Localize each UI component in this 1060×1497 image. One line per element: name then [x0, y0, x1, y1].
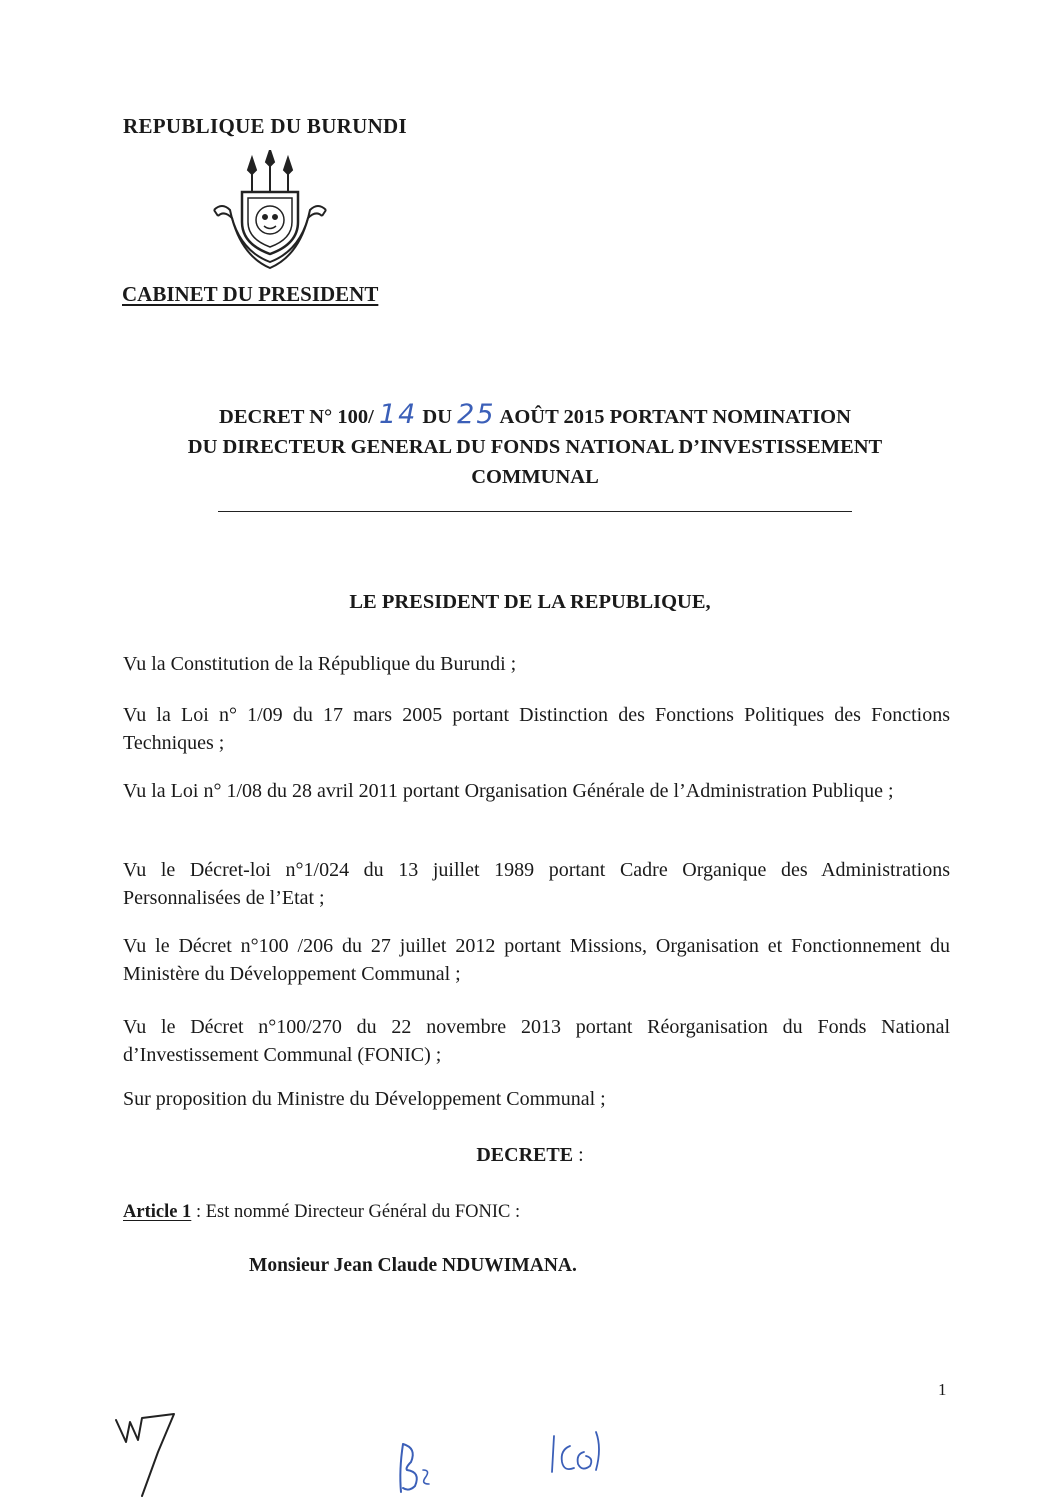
article-1-label: Article 1: [123, 1202, 192, 1222]
title-line2: DU DIRECTEUR GENERAL DU FONDS NATIONAL D’INVESTISSEMENT: [187, 436, 883, 458]
nominee-name: Monsieur Jean Claude NDUWIMANA.: [249, 1255, 577, 1276]
decrete-heading: [0, 1144, 1060, 1167]
office-heading: CABINET DU PRESIDENT: [122, 282, 379, 306]
consideration-5: Vu le Décret n°100 /206 du 27 juillet 2012 portant Missions, Organisation et Fonctionnement du Ministère du Développement Communal ;: [123, 935, 950, 985]
decree-title: [110, 400, 960, 492]
consideration-2: Vu la Loi n° 1/09 du 17 mars 2005 portant Distinction des Fonctions Politiques des Fonctions Techniques ;: [123, 704, 950, 754]
title-du: DU: [422, 406, 453, 428]
title-divider: [218, 511, 852, 512]
handwritten-day: 25: [457, 399, 496, 430]
consideration-1: Vu la Constitution de la République du Burundi ;: [123, 653, 517, 675]
title-line3: COMMUNAL: [471, 466, 599, 488]
country-heading: REPUBLIQUE DU BURUNDI: [123, 114, 407, 138]
initials-signature-1: [112, 1412, 182, 1497]
burundi-coat-of-arms-icon: [208, 150, 332, 276]
consideration-6: Vu le Décret n°100/270 du 22 novembre 2013 portant Réorganisation du Fonds National d’Investissement Communal (FONIC) ;: [123, 1016, 950, 1066]
consideration-4: Vu le Décret-loi n°1/024 du 13 juillet 1989 portant Cadre Organique des Administrations Personnalisées de l’Etat ;: [123, 859, 950, 909]
decrete-label: DECRETE: [476, 1144, 574, 1166]
consideration-3: Vu la Loi n° 1/08 du 28 avril 2011 portant Organisation Générale de l’Administration Publique ;: [123, 780, 894, 802]
article-1-text: : Est nommé Directeur Général du FONIC :: [191, 1202, 521, 1222]
handwritten-decree-number: 14: [378, 399, 418, 430]
article-1: [123, 1202, 520, 1223]
title-rest-line1: AOÛT 2015 PORTANT NOMINATION: [499, 406, 851, 428]
initials-signature-3: [548, 1428, 608, 1478]
page-number: 1: [938, 1380, 947, 1399]
title-prefix: DECRET N° 100/: [219, 406, 374, 428]
president-heading: LE PRESIDENT DE LA REPUBLIQUE,: [349, 591, 711, 613]
decrete-colon: :: [573, 1144, 584, 1166]
consideration-7: Sur proposition du Ministre du Développement Communal ;: [123, 1088, 606, 1110]
initials-signature-2: [395, 1440, 445, 1495]
